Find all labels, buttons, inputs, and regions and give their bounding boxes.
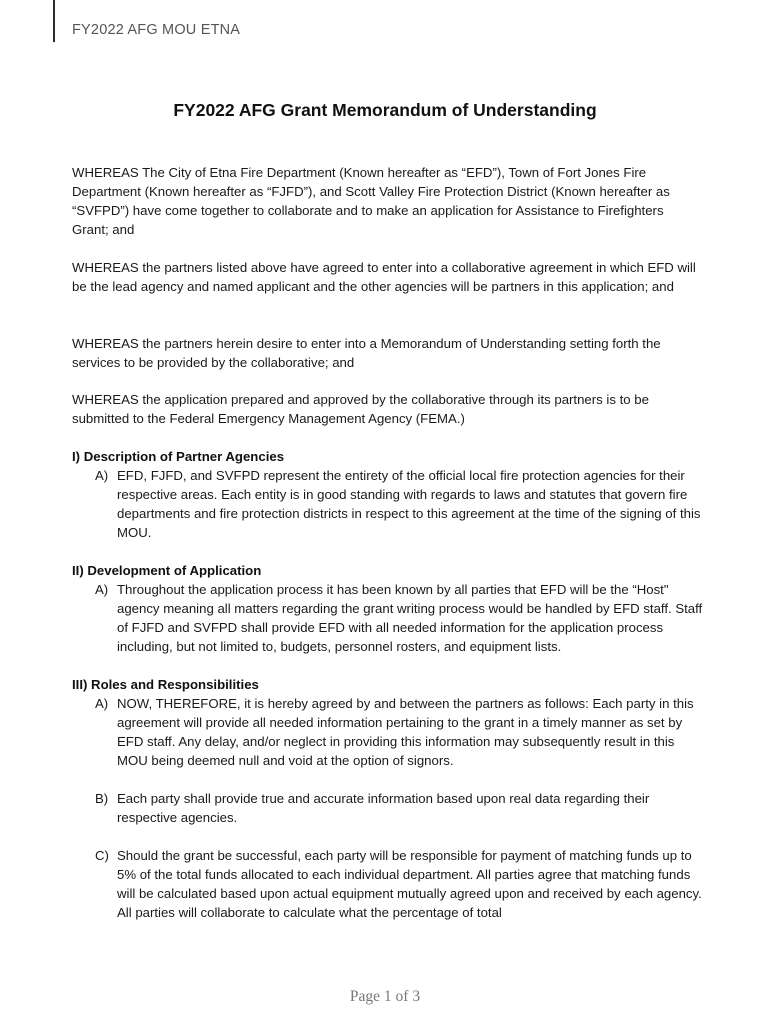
whereas-clause-4 xyxy=(72,390,702,428)
whereas-text: WHEREAS the partners listed above have agreed to enter into a collaborative agreement in which EFD will be the lead agency and named applicant and the other agencies will be partners in this application; and xyxy=(72,260,696,294)
list-marker: A) xyxy=(95,468,109,483)
list-marker: B) xyxy=(95,791,109,806)
whereas-clause-3 xyxy=(72,334,702,372)
whereas-clause-2 xyxy=(72,258,702,296)
list-item-text: EFD, FJFD, and SVFPD represent the entirety of the official local fire protection agencies for their respective areas. Each entity is in good standing with regards to laws and statutes that govern fire departments and fire protection districts in respect to this agreement at the time of the signing of this MOU. xyxy=(117,468,701,540)
list-item xyxy=(95,846,705,922)
section-heading-roles: III) Roles and Responsibilities xyxy=(72,677,259,692)
list-marker: A) xyxy=(95,696,109,711)
whereas-text: WHEREAS The City of Etna Fire Department (Known hereafter as “EFD”), Town of Fort Jones Fire Department (Known hereafter as “FJFD”), and Scott Valley Fire Protection District (Known hereafter as “SVFPD”) have come together to collaborate and to make an application for Assistance to Firefighters Grant; and xyxy=(72,165,670,237)
list-item xyxy=(95,580,705,656)
list-item xyxy=(95,694,705,770)
whereas-clause-1 xyxy=(72,163,702,239)
page-number-footer: Page 1 of 3 xyxy=(349,988,421,1005)
whereas-text: WHEREAS the application prepared and approved by the collaborative through its partners is to be submitted to the Federal Emergency Management Agency (FEMA.) xyxy=(72,392,649,426)
header-rule xyxy=(53,0,55,42)
list-item-text: Each party shall provide true and accurate information based upon real data regarding their respective agencies. xyxy=(117,791,650,825)
list-item-text: Throughout the application process it has been known by all parties that EFD will be the “Host" agency meaning all matters regarding the grant writing process would be handled by EFD staff. Staff of FJFD and SVFPD shall provide EFD with all needed information for the application process including, but not limited to, budgets, personnel rosters, and equipment lists. xyxy=(117,582,703,654)
list-item-text: Should the grant be successful, each party will be responsible for payment of matching funds up to 5% of the total funds allocated to each individual department. All parties agree that matching funds will be calculated based upon actual equipment mutually agreed upon and received by each agency. All parties will collaborate to calculate what the percentage of total xyxy=(117,848,702,920)
document-code-header: FY2022 AFG MOU ETNA xyxy=(72,22,241,38)
list-marker: A) xyxy=(95,582,109,597)
section-heading-development: II) Development of Application xyxy=(72,563,262,578)
list-item xyxy=(95,466,705,542)
list-marker: C) xyxy=(95,848,109,863)
page-title: FY2022 AFG Grant Memorandum of Understanding xyxy=(173,100,597,120)
list-item-text: NOW, THEREFORE, it is hereby agreed by and between the partners as follows: Each party in this agreement will provide all needed information pertaining to the grant in a timely manner as set by EFD staff. Any delay, and/or neglect in providing this information may subsequently result in this MOU being deemed null and void at the option of signors. xyxy=(117,696,694,768)
list-item xyxy=(95,789,705,827)
whereas-text: WHEREAS the partners herein desire to enter into a Memorandum of Understanding setting forth the services to be provided by the collaborative; and xyxy=(72,336,661,370)
section-heading-partner-agencies: I) Description of Partner Agencies xyxy=(72,449,285,464)
